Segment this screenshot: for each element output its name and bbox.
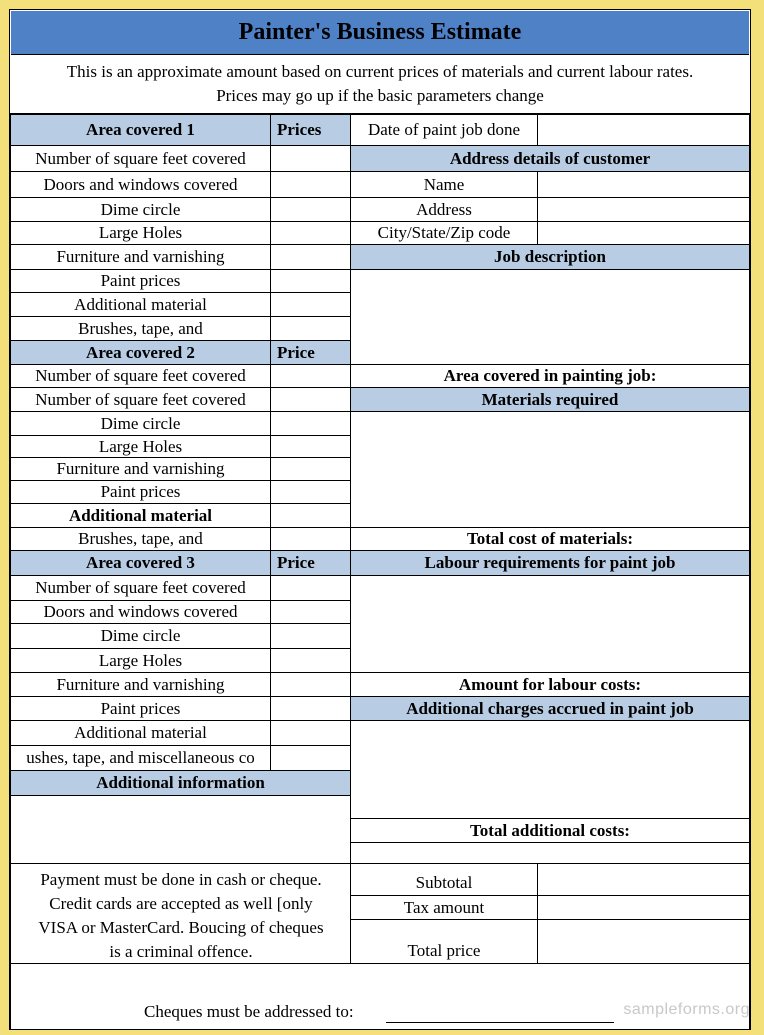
price-field[interactable] [270,672,351,697]
cheque-label: Cheques must be addressed to: [144,1002,354,1021]
price-field[interactable] [270,145,351,172]
name-label: Name [350,171,538,198]
price-field[interactable] [270,411,351,436]
date-field[interactable] [537,114,750,146]
price-field[interactable] [270,696,351,721]
payment-note [13,868,349,964]
price-field[interactable] [270,292,351,317]
intro-text [10,56,750,114]
payment-note-line: Credit cards are accepted as well [only [49,894,313,913]
price-field[interactable] [270,171,351,198]
price-field[interactable] [270,600,351,624]
watermark: sampleforms.org [623,1001,750,1018]
total-additional-label: Total additional costs: [350,818,750,843]
materials-field[interactable] [350,411,750,528]
price-field[interactable] [270,623,351,649]
item-label: Paint prices [10,480,271,504]
area-header: Area covered 1 [10,114,271,146]
price-field[interactable] [270,720,351,746]
item-label: Doors and windows covered [10,171,271,198]
item-label: Number of square feet covered [10,387,271,412]
area-header: Area covered 2 [10,340,271,365]
item-label: Paint prices [10,269,271,293]
price-field[interactable] [270,503,351,528]
price-field[interactable] [270,221,351,245]
charges-header: Additional charges accrued in paint job [350,696,750,721]
job-description-header: Job description [350,244,750,270]
item-label: Large Holes [10,221,271,245]
total-price-field[interactable] [537,919,750,964]
area-covered-label: Area covered in painting job: [350,364,750,388]
item-label: Large Holes [10,648,271,673]
price-field[interactable] [270,457,351,481]
job-description-field[interactable] [350,269,750,365]
price-header: Prices [270,114,351,146]
price-field[interactable] [270,269,351,293]
labour-field[interactable] [350,575,750,673]
payment-note-line: is a criminal offence. [109,942,253,961]
item-label: Additional material [10,503,271,528]
price-field[interactable] [270,575,351,601]
total-price-label: Total price [350,919,538,964]
item-label: Brushes, tape, and [10,316,271,341]
item-label: Furniture and varnishing [10,457,271,481]
tax-field[interactable] [537,895,750,920]
price-field[interactable] [270,244,351,270]
materials-header: Materials required [350,387,750,412]
price-field[interactable] [270,480,351,504]
city-field[interactable] [537,221,750,245]
payment-note-line: Payment must be done in cash or cheque. [40,870,322,889]
date-label: Date of paint job done [350,114,538,146]
item-label: Number of square feet covered [10,364,271,388]
total-additional-field[interactable] [350,842,750,864]
item-label: Large Holes [10,435,271,458]
price-field[interactable] [270,745,351,771]
price-field[interactable] [270,387,351,412]
cheque-box [10,963,750,1030]
subtotal-field[interactable] [537,863,750,896]
price-field[interactable] [270,197,351,222]
city-label: City/State/Zip code [350,221,538,245]
price-header: Price [270,340,351,365]
item-label: Brushes, tape, and [10,527,271,551]
cheque-payee-field[interactable] [386,1022,614,1023]
item-label: Furniture and varnishing [10,672,271,697]
item-label: Additional material [10,292,271,317]
additional-info-header: Additional information [10,770,351,796]
tax-label: Tax amount [350,895,538,920]
labour-header: Labour requirements for paint job [350,550,750,576]
price-field[interactable] [270,435,351,458]
form-title: Painter's Business Estimate [11,11,749,55]
name-field[interactable] [537,171,750,198]
item-label: Paint prices [10,696,271,721]
price-field[interactable] [270,648,351,673]
item-label: Number of square feet covered [10,575,271,601]
price-header: Price [270,550,351,576]
area-header: Area covered 3 [10,550,271,576]
charges-field[interactable] [350,720,750,819]
labour-amount-label: Amount for labour costs: [350,672,750,697]
item-label: Number of square feet covered [10,145,271,172]
item-label: Dime circle [10,411,271,436]
item-label: Furniture and varnishing [10,244,271,270]
address-label: Address [350,197,538,222]
item-label: Dime circle [10,623,271,649]
total-materials-label: Total cost of materials: [350,527,750,551]
price-field[interactable] [270,364,351,388]
intro-line-1: This is an approximate amount based on current prices of materials and current labour rates. [66,62,694,81]
item-label: Dime circle [10,197,271,222]
estimate-form [9,9,751,1030]
price-field[interactable] [270,527,351,551]
item-label: Doors and windows covered [10,600,271,624]
item-label: Additional material [10,720,271,746]
additional-info-field[interactable] [10,795,351,864]
subtotal-label: Subtotal [350,863,538,896]
payment-note-line: VISA or MasterCard. Boucing of cheques [38,918,324,937]
intro-line-2: Prices may go up if the basic parameters change [216,86,544,105]
address-field[interactable] [537,197,750,222]
price-field[interactable] [270,316,351,341]
item-label: ushes, tape, and miscellaneous co [10,745,271,771]
address-header: Address details of customer [350,145,750,172]
